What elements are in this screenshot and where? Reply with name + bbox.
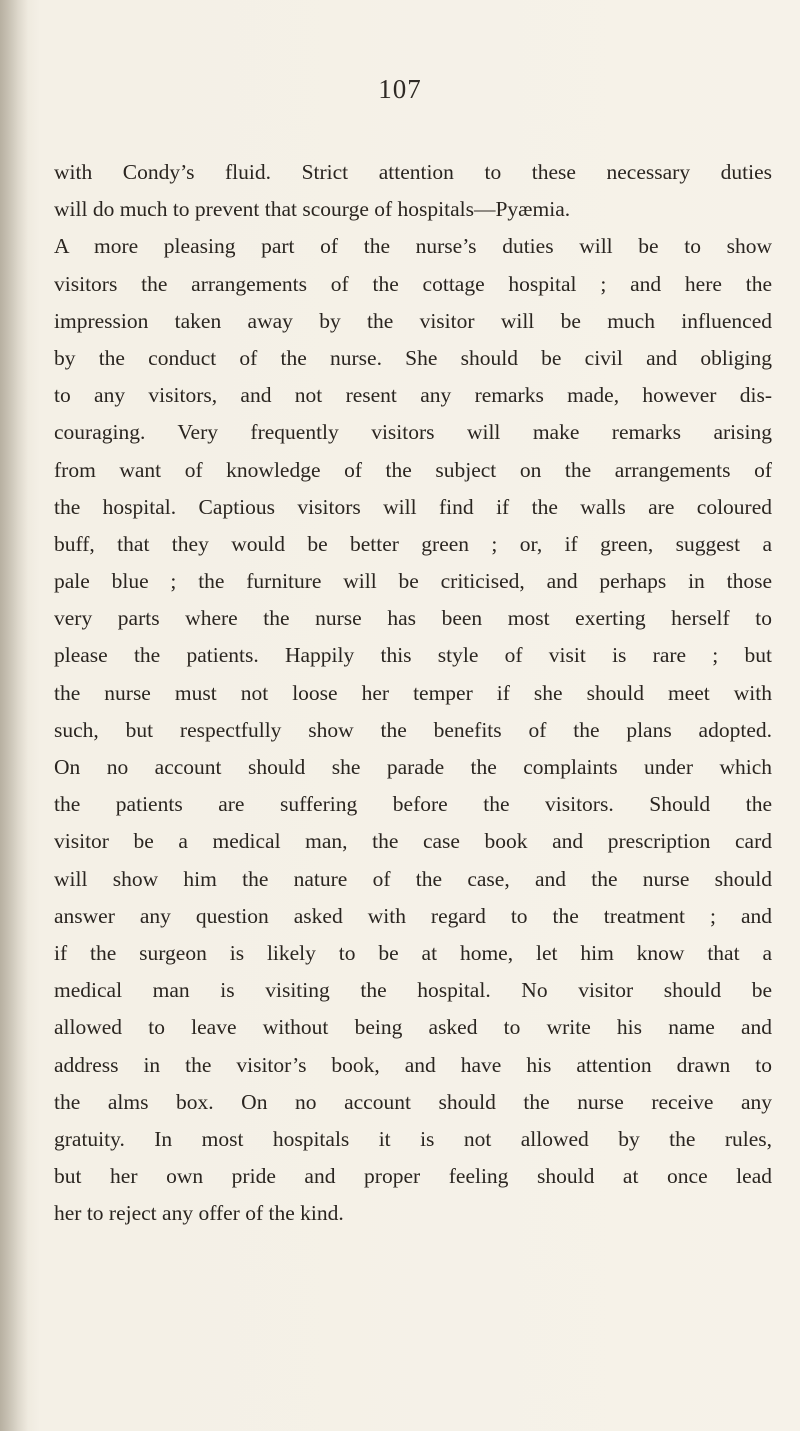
- text-line: very parts where the nurse has been most exerting herself to: [54, 606, 772, 631]
- text-line: couraging. Very frequently visitors will make remarks arising: [54, 420, 772, 445]
- text-line: the alms box. On no account should the nurse receive any: [54, 1089, 772, 1114]
- text-line: gratuity. In most hospitals it is not allowed by the rules,: [54, 1126, 772, 1151]
- text-line: allowed to leave without being asked to write his name and: [54, 1015, 772, 1040]
- gutter-shadow: [0, 0, 28, 1431]
- text-line: A more pleasing part of the nurse’s duties will be to show: [54, 234, 772, 259]
- text-line: pale blue ; the furniture will be criticised, and perhaps in those: [54, 569, 772, 594]
- text-line: from want of knowledge of the subject on the arrangements of: [54, 457, 772, 482]
- body-text: [54, 154, 772, 1232]
- text-line: answer any question asked with regard to the treatment ; and: [54, 903, 772, 928]
- text-line: if the surgeon is likely to be at home, let him know that a: [54, 940, 772, 965]
- text-line: such, but respectfully show the benefits of the plans adopted.: [54, 717, 772, 742]
- text-line: please the patients. Happily this style of visit is rare ; but: [54, 643, 772, 668]
- text-line: with Condy’s fluid. Strict attention to these necessary duties: [54, 160, 772, 184]
- text-line: the nurse must not loose her temper if she should meet with: [54, 680, 772, 705]
- text-line: buff, that they would be better green ; or, if green, suggest a: [54, 531, 772, 556]
- text-line: the hospital. Captious visitors will find if the walls are coloured: [54, 494, 772, 519]
- text-line: will show him the nature of the case, and the nurse should: [54, 866, 772, 891]
- text-line: visitors the arrangements of the cottage hospital ; and here the: [54, 271, 772, 296]
- text-line: to any visitors, and not resent any remarks made, however dis-: [54, 383, 772, 408]
- text-line: visitor be a medical man, the case book and prescription card: [54, 829, 772, 854]
- text-line: On no account should she parade the complaints under which: [54, 755, 772, 779]
- text-line: impression taken away by the visitor will be much influenced: [54, 308, 772, 333]
- page-number: 107: [378, 74, 422, 104]
- text-line: the patients are suffering before the visitors. Should the: [54, 792, 772, 817]
- text-line: her to reject any offer of the kind.: [54, 1201, 344, 1226]
- text-line: medical man is visiting the hospital. No visitor should be: [54, 978, 772, 1003]
- text-line: but her own pride and proper feeling should at once lead: [54, 1164, 772, 1189]
- text-line: by the conduct of the nurse. She should be civil and obliging: [54, 345, 772, 370]
- text-line: will do much to prevent that scourge of hospitals—Pyæmia.: [54, 197, 571, 222]
- text-line: address in the visitor’s book, and have his attention drawn to: [54, 1052, 772, 1077]
